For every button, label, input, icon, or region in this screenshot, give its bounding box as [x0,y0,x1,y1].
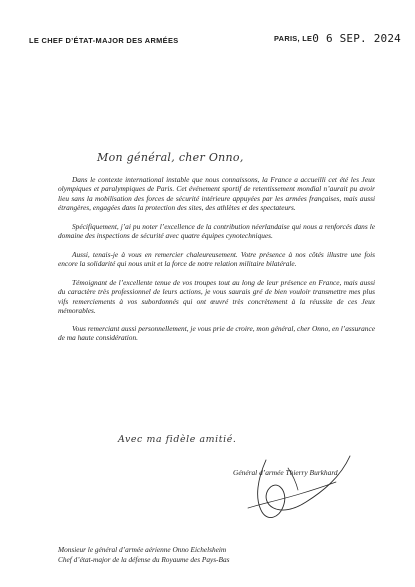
recipient-block [58,545,229,564]
recipient-line-1: Monsieur le général d’armée aérienne Onno Eichelsheim [58,545,227,554]
closing-paragraph: Vous remerciant aussi personnellement, je vous prie de croire, mon général, cher Onno, en l’assurance de ma haute considération. [58,323,375,343]
date-line [274,32,401,45]
body-paragraph-4: Témoignant de l’excellente tenue de vos troupes tout au long de leur présence en France, mais aussi du caractère très professionnel de leurs actions, je vous saurais gré de bien vouloir transmettre mes plus vifs remerciements à vos subordonnés qui ont œuvré très concrètement à la réussite de ces Jeux mémorables. [58,277,375,316]
handwritten-salutation: Mon général, cher Onno, [97,151,244,164]
date-stamp: 0 6 SEP. 2024 [312,32,401,45]
place-label: PARIS, LE [274,34,313,43]
recipient-line-2: Chef d’état-major de la défense du Royaume des Pays-Bas [58,554,230,564]
body-paragraph-2: Spécifiquement, j’ai pu noter l’excellence de la contribution néerlandaise qui nous a renforcés dans le domaine des inspections de sécurité avec quatre équipes cynotechniques. [58,221,375,241]
body-paragraph-3: Aussi, tenais-je à vous en remercier chaleureusement. Votre présence à nos côtés illustre une fois encore la solidarité qui nous unit et la force de notre relation militaire bilatérale. [58,249,375,269]
body-paragraph-1: Dans le contexte international instable que nous connaissons, la France a accueilli cet été les Jeux olympiques et paralympiques de Paris. Cet événement sportif de retentissement mondial n’aurait pu avoir lieu sans la mobilisation des forces de sécurité intérieure appuyées par les armées françaises, mais aussi étrangères, engagées dans la protection des sites, des athlètes et des spectateurs. [58,175,375,213]
handwritten-sign-off: Avec ma fidèle amitié. [118,434,237,445]
signer-name: Général d’armée Thierry Burkhard [233,468,338,477]
sender-heading: LE CHEF D’ÉTAT-MAJOR DES ARMÉES [29,36,179,45]
letter-body [58,175,375,352]
signature-scribble [218,438,358,530]
